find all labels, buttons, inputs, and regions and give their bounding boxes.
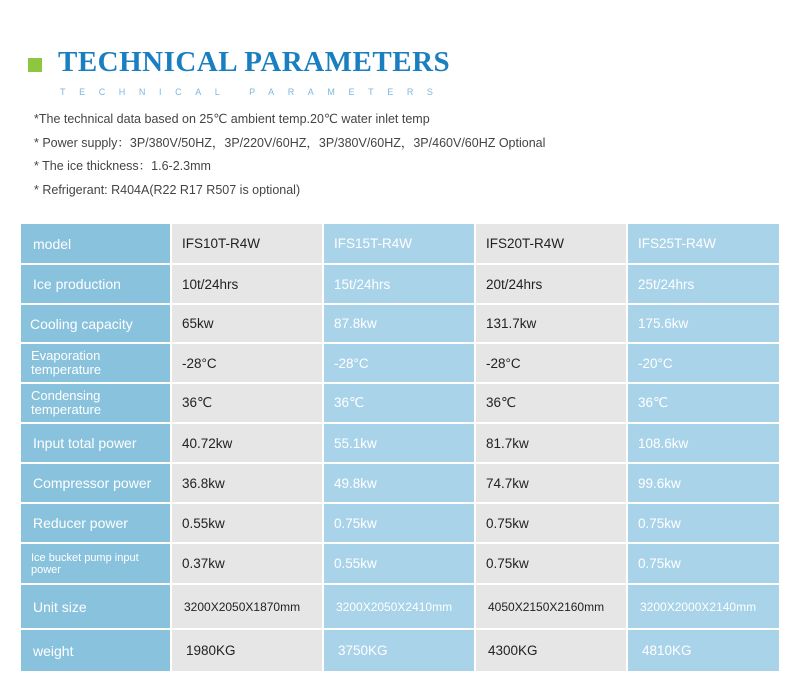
table-cell: 49.8kw	[323, 463, 475, 503]
note-ambient-temp: *The technical data based on 25℃ ambient temp.20℃ water inlet temp	[34, 112, 430, 126]
table-cell: 65kw	[171, 304, 323, 343]
row-label: Ice bucket pump input power	[20, 543, 171, 584]
table-row	[20, 503, 780, 543]
table-row	[20, 543, 780, 584]
row-label: Input total power	[20, 423, 171, 463]
row-label: model	[20, 223, 171, 264]
green-square-icon	[28, 58, 42, 72]
table-cell: 0.75kw	[475, 543, 627, 584]
table-cell: 0.75kw	[475, 503, 627, 543]
table-row	[20, 584, 780, 629]
table-cell: 108.6kw	[627, 423, 780, 463]
table-cell: 1980KG	[171, 629, 323, 672]
table-cell: -20°C	[627, 343, 780, 383]
table-row	[20, 629, 780, 672]
page-subtitle: TECHNICAL PARAMETERS	[60, 87, 447, 97]
table-row	[20, 223, 780, 264]
table-cell: 74.7kw	[475, 463, 627, 503]
table-cell: 0.75kw	[627, 543, 780, 584]
table-cell: 3750KG	[323, 629, 475, 672]
table-cell: 3200X2050X1870mm	[171, 584, 323, 629]
table-cell: 36℃	[323, 383, 475, 423]
table-cell: 15t/24hrs	[323, 264, 475, 304]
row-label: weight	[20, 629, 171, 672]
table-cell: IFS25T-R4W	[627, 223, 780, 264]
table-cell: 87.8kw	[323, 304, 475, 343]
table-cell: 40.72kw	[171, 423, 323, 463]
row-label: Compressor power	[20, 463, 171, 503]
table-cell: 4050X2150X2160mm	[475, 584, 627, 629]
table-row	[20, 264, 780, 304]
row-label: Ice production	[20, 264, 171, 304]
row-label: Cooling capacity	[20, 304, 171, 343]
table-cell: 3200X2050X2410mm	[323, 584, 475, 629]
page-title: TECHNICAL PARAMETERS	[58, 46, 451, 78]
table-row	[20, 383, 780, 423]
table-cell: IFS10T-R4W	[171, 223, 323, 264]
table-cell: 0.55kw	[171, 503, 323, 543]
table-cell: 81.7kw	[475, 423, 627, 463]
table-cell: 0.37kw	[171, 543, 323, 584]
note-ice-thickness: * The ice thickness：1.6-2.3mm	[34, 159, 211, 173]
table-cell: 10t/24hrs	[171, 264, 323, 304]
table-cell: 36.8kw	[171, 463, 323, 503]
note-refrigerant: * Refrigerant: R404A(R22 R17 R507 is optional)	[34, 182, 301, 197]
table-cell: 131.7kw	[475, 304, 627, 343]
table-cell: 20t/24hrs	[475, 264, 627, 304]
table-row	[20, 304, 780, 343]
table-cell: 0.55kw	[323, 543, 475, 584]
table-row	[20, 343, 780, 383]
table-cell: 36℃	[171, 383, 323, 423]
row-label: Evaporation temperature	[20, 343, 171, 383]
row-label: Reducer power	[20, 503, 171, 543]
table-cell: 4300KG	[475, 629, 627, 672]
table-cell: 36℃	[475, 383, 627, 423]
table-cell: 0.75kw	[323, 503, 475, 543]
table-cell: 175.6kw	[627, 304, 780, 343]
table-row	[20, 463, 780, 503]
table-cell: 3200X2000X2140mm	[627, 584, 780, 629]
row-label: Condensing temperature	[20, 383, 171, 423]
table-cell: -28°C	[475, 343, 627, 383]
table-cell: IFS20T-R4W	[475, 223, 627, 264]
table-cell: 99.6kw	[627, 463, 780, 503]
note-power-supply: * Power supply：3P/380V/50HZ，3P/220V/60HZ，3P/380V/60HZ，3P/460V/60HZ Optional	[34, 135, 546, 150]
table-cell: 36℃	[627, 383, 780, 423]
table-cell: 25t/24hrs	[627, 264, 780, 304]
table-cell: -28°C	[171, 343, 323, 383]
parameters-table	[19, 222, 781, 673]
spec-notes	[34, 110, 545, 204]
table-row	[20, 423, 780, 463]
table-cell: 4810KG	[627, 629, 780, 672]
table-cell: -28°C	[323, 343, 475, 383]
table-cell: 0.75kw	[627, 503, 780, 543]
row-label: Unit size	[20, 584, 171, 629]
table-cell: IFS15T-R4W	[323, 223, 475, 264]
table-cell: 55.1kw	[323, 423, 475, 463]
